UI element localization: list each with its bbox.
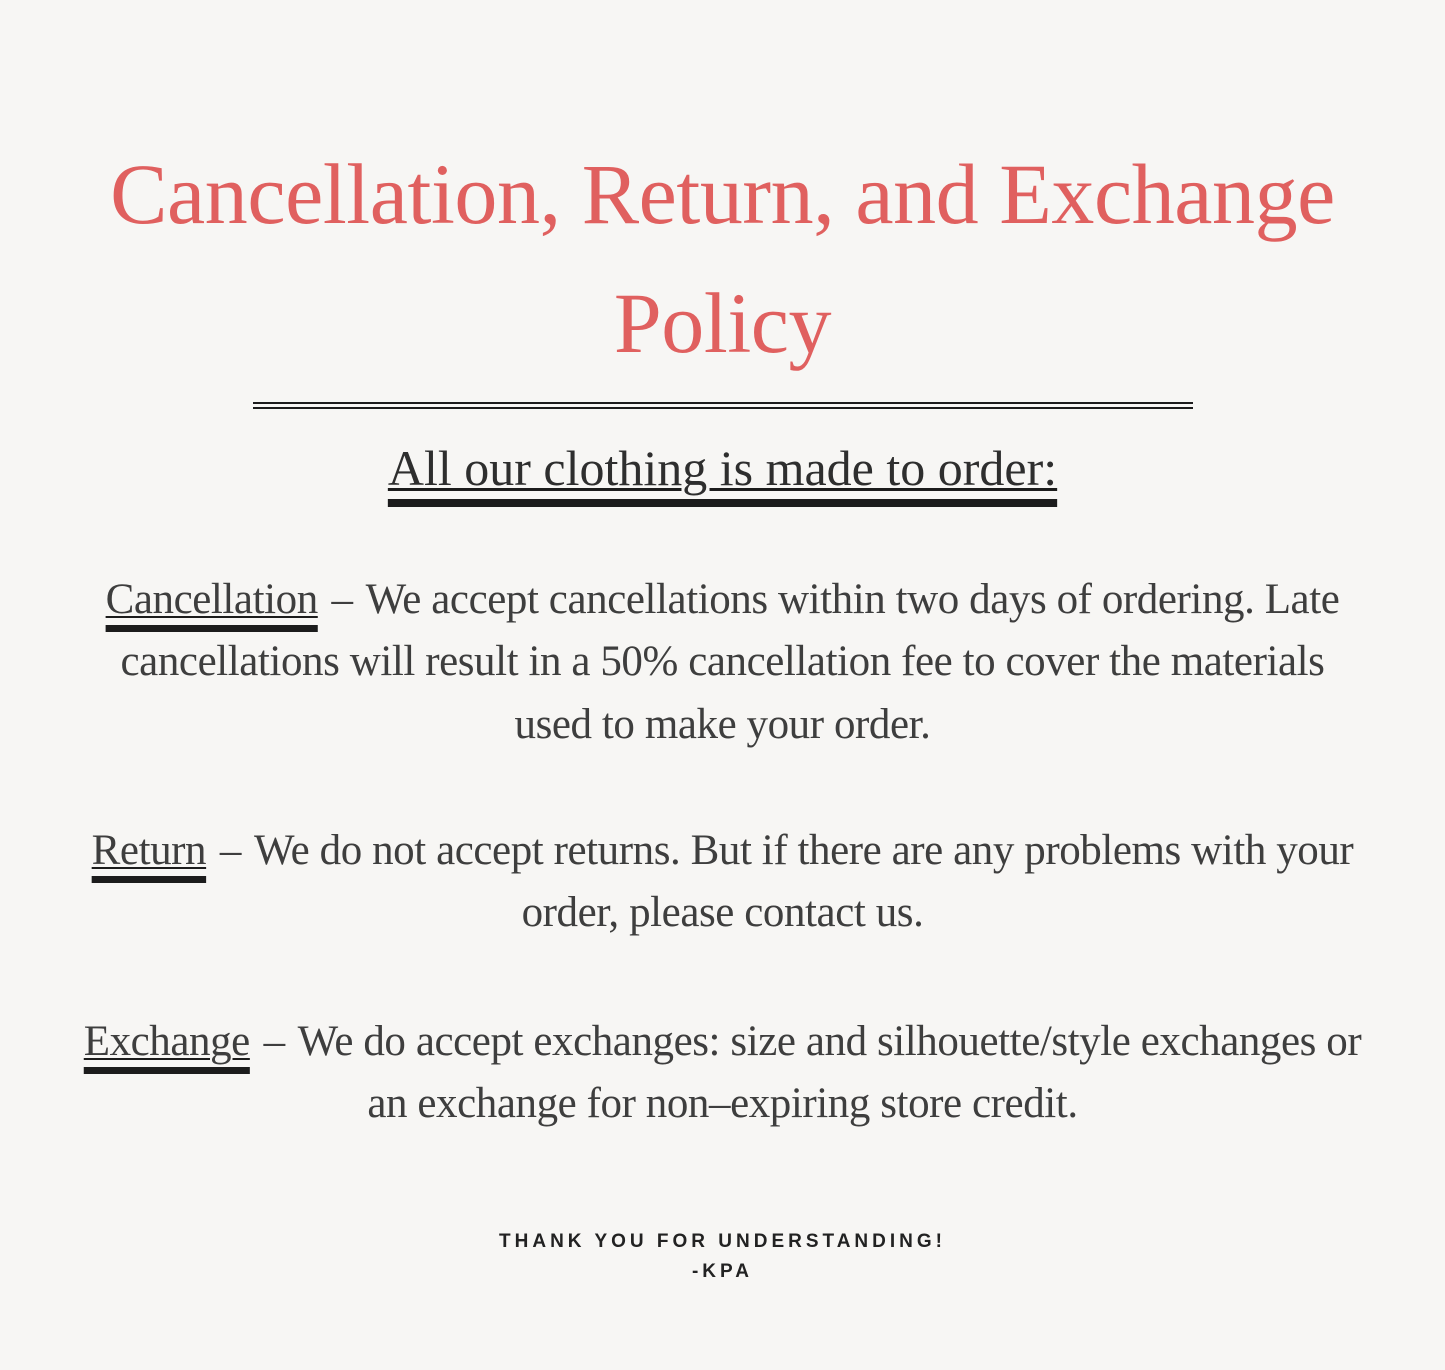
footer (0, 1227, 1445, 1286)
policy-section-return (83, 820, 1363, 945)
title-divider (253, 402, 1193, 409)
policy-term-exchange (84, 1018, 250, 1065)
policy-body-cancellation: We accept cancellations within two days of ordering. Late cancellations will result in a 50% cancellation fee to cover the materials used to make your order. (120, 576, 1340, 748)
dash-separator: – (263, 1017, 285, 1065)
policy-body-exchange: We do accept exchanges: size and silhouette/style exchanges or an exchange for non–expiring store credit. (297, 1017, 1362, 1128)
policy-term-return-text: Return (91, 827, 207, 875)
policy-term-cancellation (106, 576, 318, 623)
policy-term-cancellation-text: Cancellation (105, 576, 318, 623)
dash-separator: – (331, 576, 353, 623)
footer-thanks: THANK YOU FOR UNDERSTANDING! (499, 1231, 946, 1253)
policy-section-cancellation (83, 569, 1363, 756)
policy-term-exchange-text: Exchange (83, 1017, 250, 1065)
made-to-order-text: All our clothing is made to order: (387, 440, 1058, 496)
made-to-order-heading (0, 433, 1445, 503)
page-title (0, 130, 1445, 388)
policy-body-return: We do not accept returns. But if there are any problems with your order, please contact us. (253, 827, 1354, 937)
title-line-1: Cancellation, Return, and Exchange (110, 146, 1335, 242)
dash-separator: – (219, 827, 241, 875)
footer-signature: -KPA (691, 1260, 754, 1282)
policy-term-return (92, 827, 206, 874)
title-line-2: Policy (613, 275, 832, 371)
policy-section-exchange (83, 1011, 1363, 1136)
made-to-order-underline (388, 440, 1057, 496)
